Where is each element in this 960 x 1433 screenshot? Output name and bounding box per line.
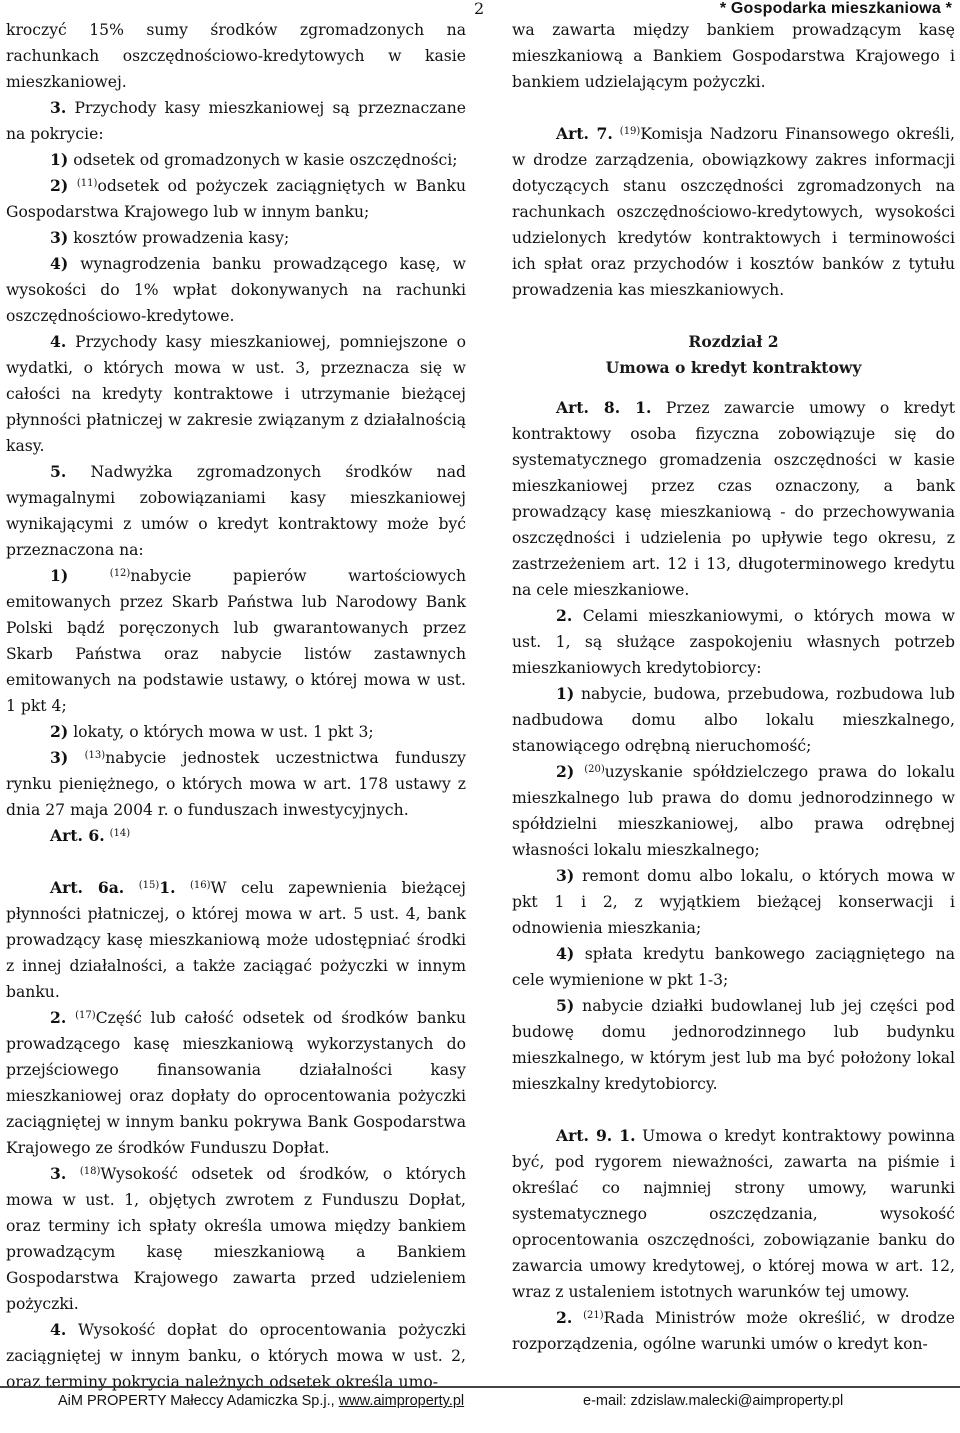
paragraph-text: Celami mieszkaniowymi, o których mowa w ust. 1, są służące zaspokojeniu własnych potrzeb mieszkaniowych kredytobiorcy: [512, 607, 955, 677]
item-number: 3) [50, 748, 69, 767]
footnote-ref: (13) [84, 750, 106, 761]
item-number: 4) [50, 254, 69, 273]
list-item [6, 251, 466, 329]
paragraph-text: wynagrodzenia banku prowadzącego kasę, w wysokości do 1% wpłat dokonywanych na rachunki oszczędnościowo-kredytowe. [6, 255, 466, 325]
item-number: 4) [556, 944, 575, 963]
paragraph-text: uzyskanie spółdzielczego prawa do lokalu mieszkalnego lub prawa do domu jednorodzinnego w spółdzielni mieszkaniowej, albo prawa odrębnej własności lokalu mieszkalnego; [512, 763, 955, 859]
item-number: 1) [50, 566, 69, 585]
list-item [512, 993, 955, 1097]
item-number: 2. [556, 606, 573, 625]
paragraph [512, 603, 955, 681]
article-paragraph [512, 121, 955, 303]
paragraph [6, 95, 466, 147]
footnote-ref: (19) [619, 126, 641, 137]
item-number: 2. [556, 1308, 573, 1327]
paragraph-text: Wysokość dopłat do oprocentowania pożyczki zaciągniętej w innym banku, o których mowa w ust. 2, oraz terminy pokrycia należnych odsetek określa umo- [6, 1321, 466, 1391]
item-number: 1. [159, 878, 176, 897]
item-number: 2) [50, 722, 69, 741]
article-label: Art. 8. 1. [556, 398, 652, 417]
paragraph [6, 1005, 466, 1161]
footnote-ref: (17) [75, 1010, 96, 1021]
paragraph [6, 1317, 466, 1395]
list-item [6, 147, 466, 173]
list-item [512, 863, 955, 941]
article-paragraph [512, 395, 955, 603]
paragraph-text: W celu zapewnienia bieżącej płynności płatniczej, o której mowa w art. 5 ust. 4, bank prowadzący kasę mieszkaniową może udostępniać środki z innej działalności, a także zaciągać pożyczki w innym banku. [6, 879, 466, 1001]
article-paragraph [512, 1123, 955, 1305]
paragraph-text: spłata kredytu bankowego zaciągniętego na cele wymienione w pkt 1-3; [512, 945, 955, 989]
item-number: 1) [556, 684, 575, 703]
item-number: 3. [50, 98, 67, 117]
list-item [512, 681, 955, 759]
item-number: 5) [556, 996, 575, 1015]
item-number: 4. [50, 1320, 67, 1339]
article-paragraph [6, 875, 466, 1005]
paragraph-text: Rada Ministrów może określić, w drodze rozporządzenia, ogólne warunki umów o kredyt kon- [512, 1309, 955, 1353]
article-label: Art. 6. [50, 826, 105, 845]
footnote-ref: (11) [76, 178, 98, 189]
article-label: Art. 7. [556, 124, 613, 143]
chapter-number: Rozdział 2 [688, 332, 779, 351]
paragraph-text: nabycie papierów wartościowych emitowanych przez Skarb Państwa lub Narodowy Bank Polski bądź poręczonych lub gwarantowanych przez Skarb Państwa oraz nabycie listów zastawnych emitowanych na podstawie ustawy, o której mowa w ust. 1 pkt 4; [6, 567, 466, 715]
article-label: Art. 6a. [50, 878, 125, 897]
item-number: 1) [50, 150, 69, 169]
paragraph-text: Przychody kasy mieszkaniowej, pomniejszone o wydatki, o których mowa w ust. 3, przeznacza się w całości na kredyty kontraktowe i utrzymanie bieżącej płynności płatniczej w zakresie związanym z działalnością kasy. [6, 333, 466, 455]
list-item [6, 745, 466, 823]
paragraph-text: odsetek od gromadzonych w kasie oszczędności; [68, 151, 458, 169]
item-number: 2. [50, 1008, 67, 1027]
paragraph-text: Część lub całość odsetek od środków banku prowadzącego kasę mieszkaniową wykorzystanych do przejściowego finansowania działalności kasy mieszkaniowej oraz dopłaty do oprocentowania pożyczki zaciągniętej w innym banku pokrywa Bank Gospodarstwa Krajowego ze środków Funduszu Dopłat. [6, 1009, 466, 1157]
footer-email[interactable]: e-mail: zdzislaw.malecki@aimproperty.pl [583, 1393, 844, 1409]
footnote-ref: (21) [583, 1310, 604, 1321]
paragraph-text: nabycie, budowa, przebudowa, rozbudowa lub nadbudowa domu albo lokalu mieszkalnego, stanowiącego odrębną nieruchomość; [512, 685, 955, 755]
paragraph-text: odsetek od pożyczek zaciągniętych w Banku Gospodarstwa Krajowego lub w innym banku; [6, 177, 466, 221]
article-label: Art. 9. 1. [556, 1126, 636, 1145]
running-header: * Gospodarka mieszkaniowa * [719, 0, 952, 17]
company-name: AiM PROPERTY Małeccy Adamiczka Sp.j., [58, 1393, 339, 1409]
website-link[interactable]: www.aimproperty.pl [338, 1393, 465, 1409]
paragraph-text: Komisja Nadzoru Finansowego określi, w drodze zarządzenia, obowiązkowy zakres informacji dotyczących stanu oszczędności zgromadzonych na rachunkach oszczędnościowo-kredytowych, wysokości udzielonych kredytów kontraktowych i terminowości ich spłat oraz przychodów i kosztów banków z tytułu prowadzenia kas mieszkaniowych. [512, 125, 955, 299]
paragraph [6, 329, 466, 459]
paragraph [6, 1161, 466, 1317]
paragraph: wa zawarta między bankiem prowadzącym kasę mieszkaniową a Bankiem Gospodarstwa Krajowego i bankiem udzielającym pożyczki. [512, 21, 955, 91]
list-item [6, 563, 466, 719]
paragraph-text: Przez zawarcie umowy o kredyt kontraktowy osoba fizyczna zobowiązuje się do systematycznego gromadzenia oszczędności w kasie mieszkaniowej przez czas oznaczony, a bank prowadzący kasę mieszkaniową - do przechowywania oszczędności i udzielenia po upływie tego okresu, z zastrzeżeniem art. 12 i 13, długoterminowego kredytu na cele mieszkaniowe. [512, 399, 955, 599]
paragraph-text: kosztów prowadzenia kasy; [68, 229, 290, 247]
footnote-ref: (16) [189, 880, 211, 891]
paragraph-text: Wysokość odsetek od środków, o których mowa w ust. 1, objętych zwrotem z Funduszu Dopłat, oraz terminy ich spłaty określa umowa między bankiem prowadzącym kasę mieszkaniową a Bankiem Gospodarstwa Krajowego zawarta przed udzieleniem pożyczki. [6, 1165, 466, 1313]
chapter-heading [512, 329, 955, 381]
footnote-ref: (20) [584, 764, 605, 775]
list-item [512, 941, 955, 993]
item-number: 3) [50, 228, 69, 247]
paragraph-text: Przychody kasy mieszkaniowej są przeznaczane na pokrycie: [6, 99, 466, 143]
item-number: 4. [50, 332, 67, 351]
list-item [6, 225, 466, 251]
item-number: 3) [556, 866, 575, 885]
list-item [6, 719, 466, 745]
paragraph-text: Nadwyżka zgromadzonych środków nad wymagalnymi zobowiązaniami kasy mieszkaniowej wynikającymi z umów o kredyt kontraktowy może być przeznaczona na: [6, 463, 466, 559]
right-column [512, 17, 955, 1357]
paragraph-text: lokaty, o których mowa w ust. 1 pkt 3; [68, 723, 374, 741]
list-item [512, 759, 955, 863]
item-number: 3. [50, 1164, 67, 1183]
page-number: 2 [474, 0, 485, 18]
paragraph-text: Umowa o kredyt kontraktowy powinna być, pod rygorem nieważności, zawarta na piśmie i określać co najmniej strony umowy, warunki systematycznego oszczędzania, wysokość oprocentowania oszczędności, zobowiązanie banku do zawarcia umowy kredytowej, o której mowa w art. 12, wraz z ustaleniem istotnych warunków tej umowy. [512, 1127, 955, 1301]
paragraph [512, 1305, 955, 1357]
footnote-ref: (14) [109, 828, 131, 839]
paragraph [6, 459, 466, 563]
paragraph: kroczyć 15% sumy środków zgromadzonych na rachunkach oszczędnościowo-kredytowych w kasie mieszkaniowej. [6, 21, 466, 91]
page-footer [0, 1386, 960, 1418]
footer-company [58, 1388, 464, 1414]
footnote-ref: (18) [79, 1166, 101, 1177]
paragraph-text: nabycie jednostek uczestnictwa funduszy rynku pieniężnego, o których mowa w art. 178 ustawy z dnia 27 maja 2004 r. o funduszach inwestycyjnych. [6, 749, 466, 819]
paragraph-text: nabycie działki budowlanej lub jej części pod budowę domu jednorodzinnego lub budynku mieszkalnego, w którym jest lub ma być położony lokal mieszkalny kredytobiorcy. [512, 997, 955, 1093]
footnote-ref: (12) [109, 568, 131, 579]
item-number: 2) [50, 176, 69, 195]
footnote-ref: (15) [138, 880, 160, 891]
item-number: 2) [556, 762, 575, 781]
article-heading [6, 823, 466, 849]
list-item [6, 173, 466, 225]
left-column [6, 17, 466, 1395]
paragraph-text: remont domu albo lokalu, o których mowa w pkt 1 i 2, z wyjątkiem bieżącej konserwacji i odnowienia mieszkania; [512, 867, 955, 937]
item-number: 5. [50, 462, 67, 481]
chapter-title: Umowa o kredyt kontraktowy [605, 358, 862, 377]
